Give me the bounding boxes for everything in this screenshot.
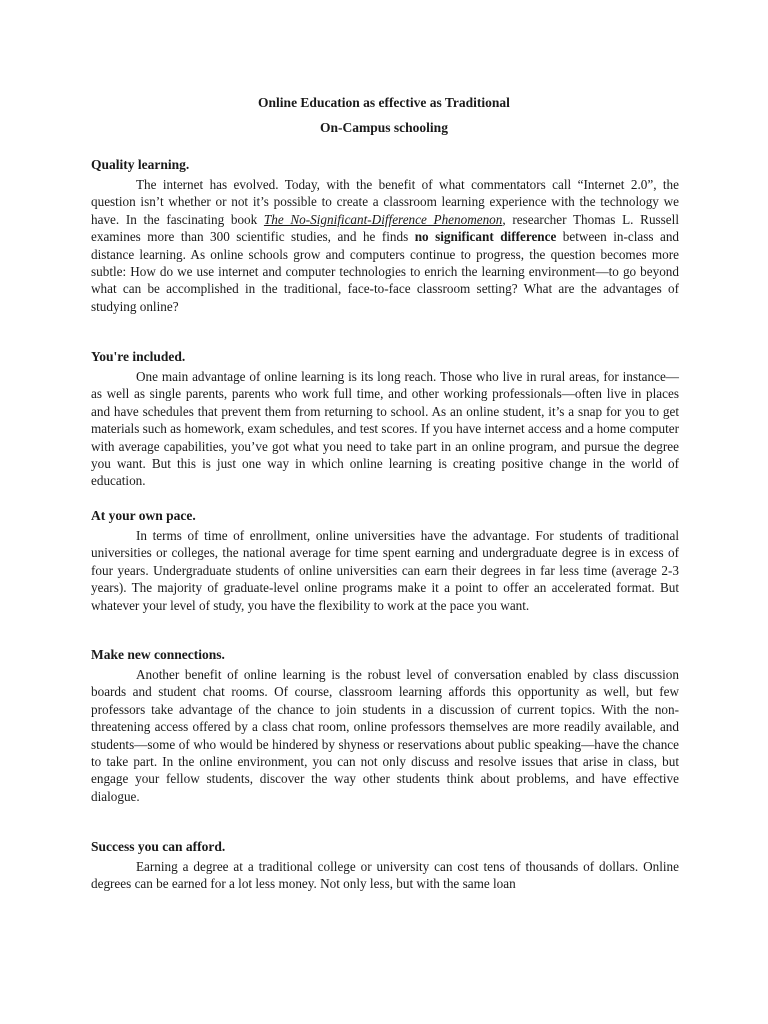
title-line-1: Online Education as effective as Traditional xyxy=(258,95,510,110)
title-line-2: On-Campus schooling xyxy=(320,120,448,135)
section-paragraph xyxy=(91,176,679,315)
paragraph-text: The internet has evolved. Today, with the benefit of what commentators call “Internet 2.0”, the question isn’t whether or not it’s possible to create a classroom learning experience with the technology we have. In the fascinating book xyxy=(91,177,679,227)
book-title-link[interactable]: The No-Significant-Difference Phenomenon xyxy=(263,211,503,227)
paragraph-text: , researcher Thomas L. Russell examines more than 300 scientific studies, and he finds xyxy=(91,211,679,245)
section-paragraph: Earning a degree at a traditional college or university can cost tens of thousands of dollars. Online degrees can be earned for a lot less money. Not only less, but with the same loan xyxy=(91,859,679,892)
section-paragraph: One main advantage of online learning is its long reach. Those who live in rural areas, for instance—as well as single parents, parents who work full time, and other working professionals—often live in places and have schedules that prevent them from returning to school. As an online student, it’s a snap for you to get materials such as homework, exam schedules, and test scores. If you have internet access and a home computer with average capabilities, you’ve got what you need to take part in an online program, and pursue the degree you want. But this is just one way in which online learning is creating positive change in the world of education. xyxy=(91,369,679,489)
section-new-connections xyxy=(91,646,679,805)
section-afford xyxy=(91,838,679,893)
section-paragraph: In terms of time of enrollment, online universities have the advantage. For students of traditional universities or colleges, the national average for time spent earning and undergraduate degree is in excess of four years. Undergraduate students of online universities can earn their degrees in far less time (average 2-3 years). The majority of graduate-level online programs make it a point to offer an accelerated format. But whatever your level of study, you have the flexibility to work at the pace you want. xyxy=(91,528,679,613)
document-title xyxy=(0,92,768,139)
paragraph-text: between in-class and distance learning. As online schools grow and computers continue to progress, the question becomes more subtle: How do we use internet and computer technologies to enrich the learning environment—to go beyond what can be accomplished in the traditional, face-to-face classroom setting? What are the advantages of studying online? xyxy=(91,229,680,314)
section-heading: You're included. xyxy=(91,349,186,364)
section-heading: Success you can afford. xyxy=(91,839,226,854)
section-own-pace xyxy=(91,507,679,614)
section-quality-learning xyxy=(91,156,679,315)
section-youre-included xyxy=(91,348,679,490)
section-heading: Make new connections. xyxy=(91,647,225,662)
section-heading: Quality learning. xyxy=(91,157,190,172)
emphasis-text: no significant difference xyxy=(414,229,557,245)
section-heading: At your own pace. xyxy=(91,508,196,523)
section-paragraph: Another benefit of online learning is the robust level of conversation enabled by class discussion boards and student chat rooms. Of course, classroom learning affords this opportunity as well, but few professors take advantage of the chance to join students in a discussion of current topics. With the non-threatening access offered by a class chat room, online professors themselves are more readily available, and students—some of who would be hindered by shyness or reservations about public speaking—have the chance to take part. In the online environment, you can not only discuss and resolve issues that arise in class, but engage your fellow students, discover the way other students think about problems, and have effective dialogue. xyxy=(91,667,679,804)
